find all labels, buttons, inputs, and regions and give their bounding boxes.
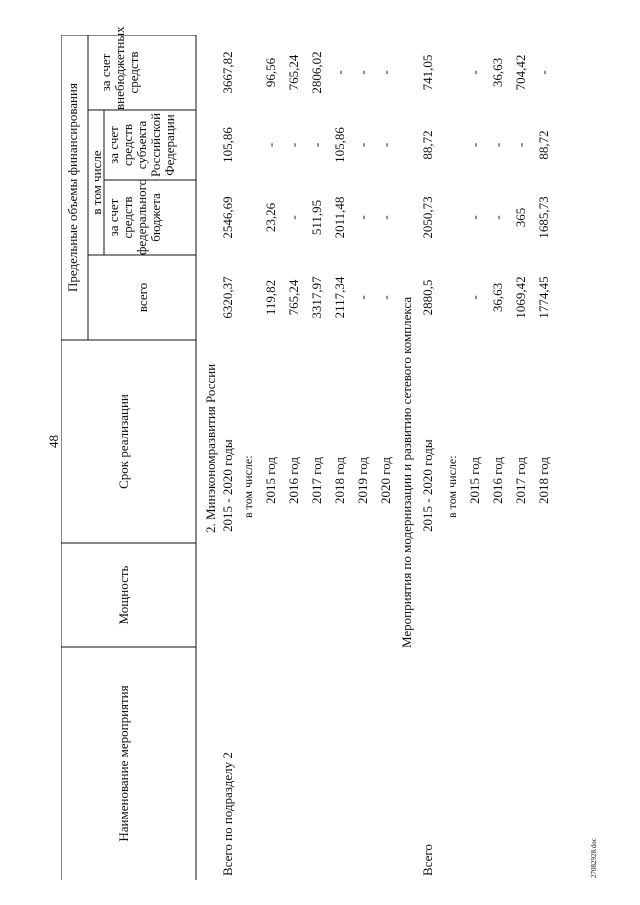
cell-total: 2880,5	[420, 279, 435, 316]
cell-federal: -	[467, 215, 482, 220]
row-subheading: в том числе:	[241, 455, 255, 518]
row-period: 2015 - 2020 годы	[420, 439, 435, 532]
cell-extra: -	[355, 70, 370, 75]
cell-extra: 36,63	[490, 57, 505, 88]
cell-subject: -	[309, 142, 324, 148]
cell-extra: 3667,82	[220, 51, 235, 94]
cell-extra: -	[332, 70, 347, 75]
financing-table	[61, 26, 609, 880]
row-name: Всего	[420, 844, 435, 876]
page-number: 48	[46, 435, 61, 448]
cell-subject: -	[263, 142, 278, 148]
cell-total: 119,82	[263, 279, 278, 316]
cell-total: -	[467, 295, 482, 300]
cell-federal: 2050,73	[420, 196, 435, 239]
section-title: 2. Минэкономразвития России	[203, 363, 218, 533]
cell-federal: 2011,48	[332, 196, 347, 239]
cell-total: 2117,34	[332, 276, 347, 319]
document-id: 27082928.doc	[590, 838, 598, 878]
row-period: 2020 год	[378, 457, 393, 504]
cell-federal: -	[355, 215, 370, 220]
cell-extra: -	[536, 70, 551, 75]
cell-subject: -	[355, 142, 370, 148]
cell-total: -	[378, 295, 393, 300]
cell-federal: 2546,69	[220, 196, 235, 239]
header-extra: за счет внебюджетных средств	[98, 26, 141, 110]
cell-extra: -	[467, 70, 482, 75]
row-period: 2018 год	[332, 457, 347, 504]
header-incl: в том числе	[89, 150, 104, 215]
cell-extra: -	[378, 70, 393, 75]
header-limits: Предельные объемы финансирования	[65, 83, 80, 292]
section-title: Мероприятия по модернизации и развитию сетевого комплекса	[399, 296, 414, 648]
header-subject: за счет средств субъекта Российской Федерации	[106, 112, 177, 178]
row-period: 2016 год	[286, 457, 301, 504]
row-period: 2019 год	[355, 457, 370, 504]
cell-extra: 704,42	[513, 54, 528, 91]
cell-subject: -	[490, 142, 505, 148]
cell-total: 765,24	[286, 279, 301, 316]
cell-total: 36,63	[490, 282, 505, 313]
cell-subject: -	[467, 142, 482, 148]
cell-subject: -	[286, 142, 301, 148]
row-period: 2017 год	[513, 457, 528, 504]
cell-subject: 105,86	[220, 127, 235, 163]
row-name: Всего по подразделу 2	[220, 752, 235, 876]
row-period: 2015 - 2020 годы	[220, 439, 235, 532]
cell-federal: 23,26	[263, 202, 278, 233]
cell-federal: -	[378, 215, 393, 220]
cell-federal: 1685,73	[536, 196, 551, 239]
header-federal: за счет средств федерального бюджета	[106, 178, 163, 255]
header-total: всего	[135, 282, 150, 313]
header-name: Наименование мероприятия	[116, 685, 131, 842]
cell-subject: -	[378, 142, 393, 148]
cell-federal: -	[490, 215, 505, 220]
header-power: Мощность	[116, 565, 131, 625]
row-period: 2018 год	[536, 457, 551, 504]
cell-federal: 511,95	[309, 199, 324, 236]
cell-extra: 741,05	[420, 54, 435, 91]
cell-total: 1069,42	[513, 276, 528, 319]
row-period: 2016 год	[490, 457, 505, 504]
cell-extra: 96,56	[263, 57, 278, 88]
cell-total: -	[355, 295, 370, 300]
cell-total: 3317,97	[309, 276, 324, 319]
cell-subject: -	[513, 142, 528, 148]
row-period: 2017 год	[309, 457, 324, 504]
cell-total: 6320,37	[220, 276, 235, 319]
cell-extra: 2806,02	[309, 51, 324, 94]
row-subheading: в том числе:	[445, 455, 459, 518]
row-period: 2015 год	[467, 457, 482, 504]
row-period: 2015 год	[263, 457, 278, 504]
cell-subject: 88,72	[420, 130, 435, 160]
header-period: Срок реализации	[116, 394, 131, 489]
cell-extra: 765,24	[286, 54, 301, 91]
cell-total: 1774,45	[536, 276, 551, 319]
cell-federal: 365	[513, 207, 528, 228]
cell-subject: 105,86	[332, 127, 347, 163]
cell-federal: -	[286, 215, 301, 220]
cell-subject: 88,72	[536, 130, 551, 160]
